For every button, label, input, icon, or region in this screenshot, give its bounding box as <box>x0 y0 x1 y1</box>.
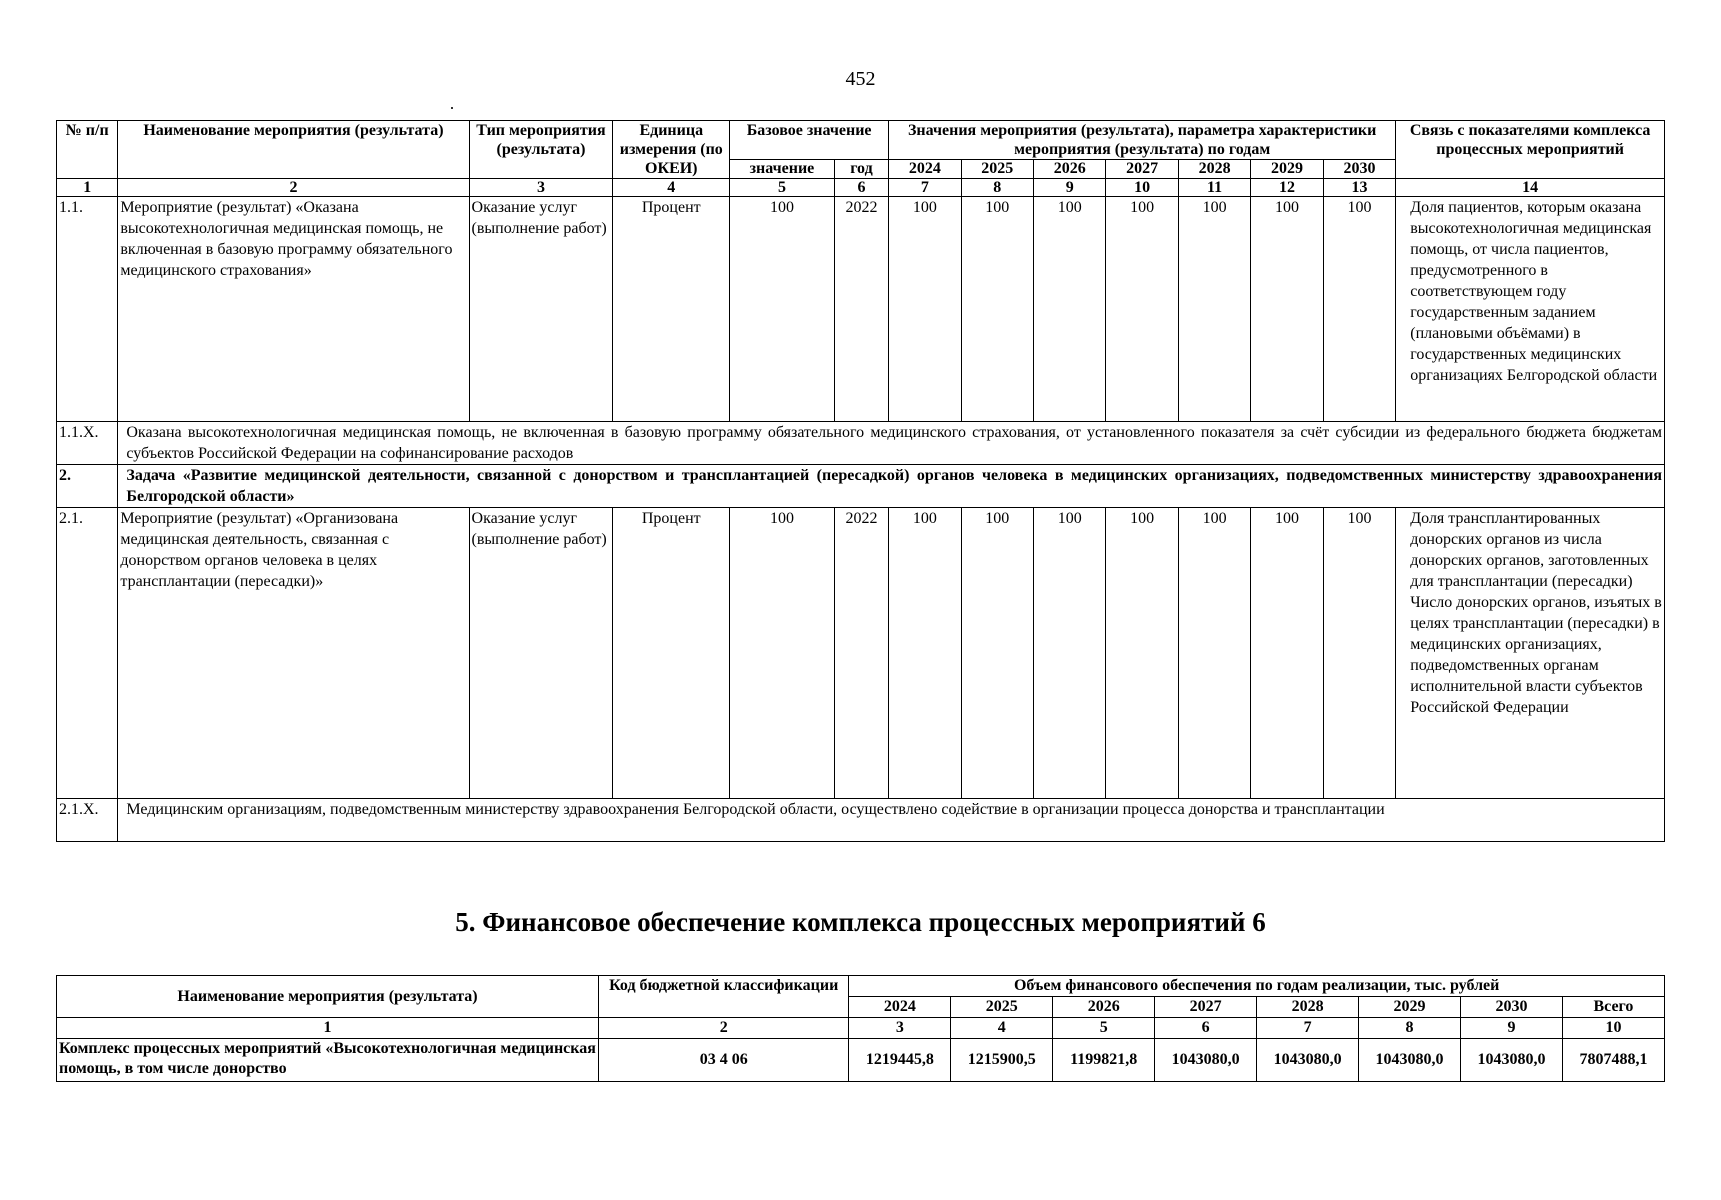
unit: Процент <box>613 197 730 422</box>
activity-type: Оказание услуг (выполнение работ) <box>469 508 613 799</box>
result-description: Оказана высокотехнологичная медицинская помощь, не включенная в базовую программу обязательного медицинского страхования, от установленного показателя за счёт субсидии из федерального бюджета бюджетам субъектов Российской Федерации на софинансирование расходов <box>118 422 1665 465</box>
column-number: 11 <box>1178 179 1250 197</box>
fin-header-year: 2024 <box>849 997 951 1018</box>
fin-header-name: Наименование мероприятия (результата) <box>57 976 599 1018</box>
year-value: 100 <box>1178 197 1250 422</box>
fin-header-year: 2029 <box>1359 997 1461 1018</box>
fin-header-year: 2030 <box>1460 997 1562 1018</box>
row-num: 1.1.Х. <box>57 422 118 465</box>
column-number: 6 <box>834 179 888 197</box>
column-number: 1 <box>57 179 118 197</box>
header-link: Связь с показателями комплекса процессных мероприятий <box>1396 121 1665 179</box>
column-number: 2 <box>599 1018 849 1039</box>
column-number: 9 <box>1460 1018 1562 1039</box>
header-type: Тип мероприятия (результата) <box>469 121 613 179</box>
column-number: 5 <box>730 179 835 197</box>
header-values: Значения мероприятия (результата), параметра характеристики мероприятия (результата) по годам <box>889 121 1396 160</box>
fin-header-year: 2027 <box>1155 997 1257 1018</box>
year-value: 100 <box>1033 508 1105 799</box>
row-num: 2. <box>57 465 118 508</box>
fin-header-volume: Объем финансового обеспечения по годам реализации, тыс. рублей <box>849 976 1665 997</box>
column-number: 12 <box>1251 179 1323 197</box>
year-value: 100 <box>1323 508 1396 799</box>
linked-indicator: Доля пациентов, которым оказана высокотехнологичная медицинская помощь, от числа пациентов, предусмотренного в соответствующем году государственным заданием (плановыми объёмами) в государственных медицинских организациях Белгородской области <box>1396 197 1665 422</box>
fin-activity-name: Комплекс процессных мероприятий «Высокотехнологичная медицинская помощь, в том числе донорство <box>57 1039 599 1082</box>
unit: Процент <box>613 508 730 799</box>
header-base-value: значение <box>730 160 835 179</box>
column-number: 14 <box>1396 179 1665 197</box>
year-value: 100 <box>1323 197 1396 422</box>
activities-table <box>56 120 1665 842</box>
column-number: 13 <box>1323 179 1396 197</box>
column-number: 6 <box>1155 1018 1257 1039</box>
header-year: 2027 <box>1106 160 1178 179</box>
fin-total-value: 7807488,1 <box>1562 1039 1664 1082</box>
column-number: 9 <box>1033 179 1105 197</box>
linked-indicator: Доля трансплантированных донорских органов из числа донорских органов, заготовленных для трансплантации (пересадки) Число донорских органов, изъятых в целях трансплантации (пересадки) в медицинских организациях, подведомственных органам исполнительной власти субъектов Российской Федерации <box>1396 508 1665 799</box>
column-number: 5 <box>1053 1018 1155 1039</box>
header-year: 2030 <box>1323 160 1396 179</box>
header-year: 2024 <box>889 160 961 179</box>
year-value: 100 <box>1106 508 1178 799</box>
column-number: 3 <box>469 179 613 197</box>
year-value: 100 <box>961 197 1033 422</box>
table-row <box>57 197 1665 422</box>
column-number: 8 <box>1359 1018 1461 1039</box>
header-num: № п/п <box>57 121 118 179</box>
base-value: 100 <box>730 197 835 422</box>
section-heading: 5. Финансовое обеспечение комплекса процессных мероприятий 6 <box>455 907 1266 937</box>
column-number: 10 <box>1106 179 1178 197</box>
page-number: 452 <box>845 68 876 90</box>
table-row <box>57 422 1665 465</box>
fin-year-value: 1199821,8 <box>1053 1039 1155 1082</box>
financing-table <box>56 975 1665 1082</box>
fin-year-value: 1043080,0 <box>1257 1039 1359 1082</box>
column-number: 3 <box>849 1018 951 1039</box>
fin-header-code: Код бюджетной классификации <box>599 976 849 1018</box>
fin-year-value: 1043080,0 <box>1359 1039 1461 1082</box>
fin-header-total: Всего <box>1562 997 1664 1018</box>
header-year: 2028 <box>1178 160 1250 179</box>
table-row <box>57 508 1665 799</box>
column-number: 4 <box>613 179 730 197</box>
activity-name: Мероприятие (результат) «Оказана высокотехнологичная медицинская помощь, не включенная в базовую программу обязательного медицинского страхования» <box>118 197 469 422</box>
base-value: 100 <box>730 508 835 799</box>
budget-code: 03 4 06 <box>599 1039 849 1082</box>
year-value: 100 <box>1251 197 1323 422</box>
task-description: Задача «Развитие медицинской деятельности, связанной с донорством и трансплантацией (пересадкой) органов человека в медицинских организациях, подведомственных министерству здравоохранения Белгородской области» <box>118 465 1665 508</box>
year-value: 100 <box>889 197 961 422</box>
result-description: Медицинским организациям, подведомственным министерству здравоохранения Белгородской области, осуществлено содействие в организации процесса донорства и трансплантации <box>118 799 1665 842</box>
activity-name: Мероприятие (результат) «Организована медицинская деятельность, связанная с донорством органов человека в целях трансплантации (пересадки)» <box>118 508 469 799</box>
header-base-year: год <box>834 160 888 179</box>
header-year: 2029 <box>1251 160 1323 179</box>
table-row <box>57 465 1665 508</box>
activity-type: Оказание услуг (выполнение работ) <box>469 197 613 422</box>
header-year: 2026 <box>1033 160 1105 179</box>
fin-header-year: 2028 <box>1257 997 1359 1018</box>
base-year: 2022 <box>834 197 888 422</box>
header-unit: Единица измерения (по ОКЕИ) <box>613 121 730 179</box>
row-num: 2.1. <box>57 508 118 799</box>
year-value: 100 <box>889 508 961 799</box>
scan-dot <box>451 107 453 109</box>
table-row <box>57 1039 1665 1082</box>
year-value: 100 <box>1251 508 1323 799</box>
column-number: 8 <box>961 179 1033 197</box>
fin-header-year: 2026 <box>1053 997 1155 1018</box>
column-number: 2 <box>118 179 469 197</box>
table-row <box>57 799 1665 842</box>
column-number: 7 <box>889 179 961 197</box>
base-year: 2022 <box>834 508 888 799</box>
fin-year-value: 1215900,5 <box>951 1039 1053 1082</box>
column-number: 7 <box>1257 1018 1359 1039</box>
year-value: 100 <box>1178 508 1250 799</box>
header-base: Базовое значение <box>730 121 889 160</box>
header-name: Наименование мероприятия (результата) <box>118 121 469 179</box>
column-number: 1 <box>57 1018 599 1039</box>
column-number: 4 <box>951 1018 1053 1039</box>
column-number: 10 <box>1562 1018 1664 1039</box>
year-value: 100 <box>1033 197 1105 422</box>
header-year: 2025 <box>961 160 1033 179</box>
fin-year-value: 1043080,0 <box>1460 1039 1562 1082</box>
row-num: 1.1. <box>57 197 118 422</box>
row-num: 2.1.Х. <box>57 799 118 842</box>
year-value: 100 <box>1106 197 1178 422</box>
fin-year-value: 1043080,0 <box>1155 1039 1257 1082</box>
fin-year-value: 1219445,8 <box>849 1039 951 1082</box>
fin-header-year: 2025 <box>951 997 1053 1018</box>
year-value: 100 <box>961 508 1033 799</box>
